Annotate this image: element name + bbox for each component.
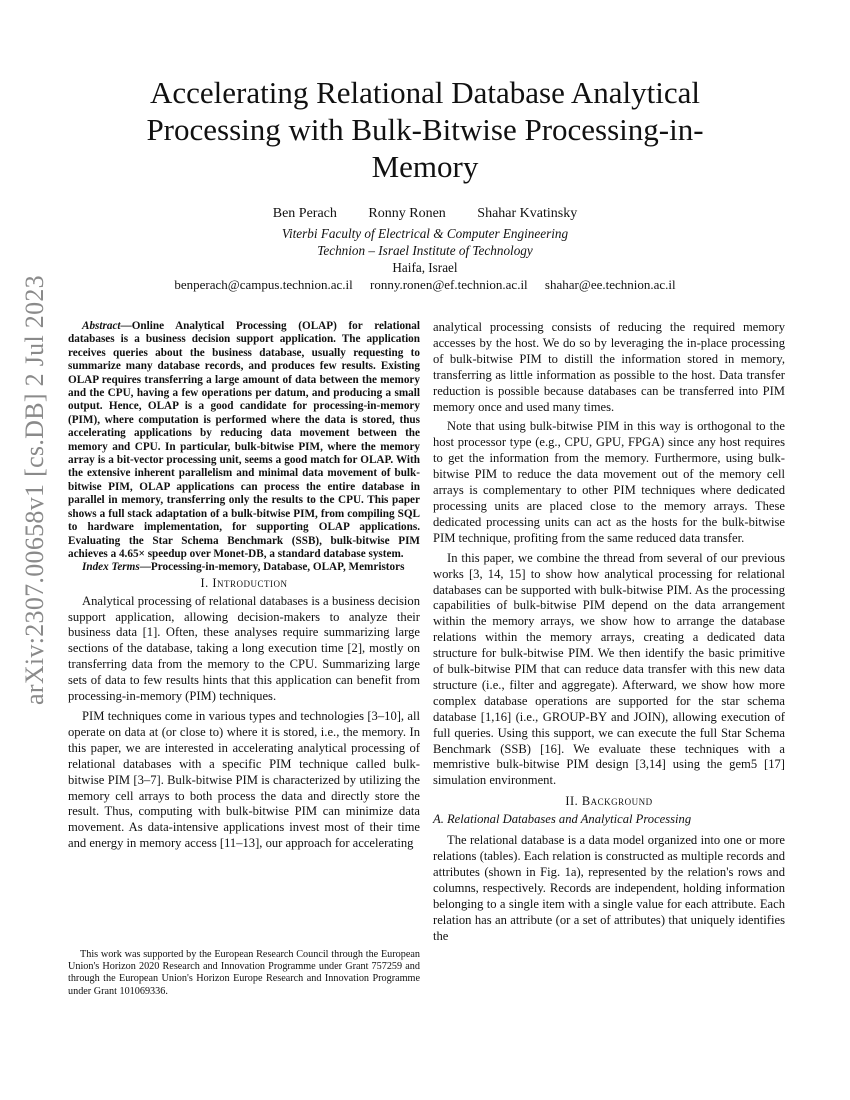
paragraph: PIM techniques come in various types and technologies [3–10], all operate on data at (or close to) where it is stored, i.e., the memory. In this paper, we are interested in accelerating analytical processing of relational databases with a specific PIM technique called bulk-bitwise PIM [3–7]. Bulk-bitwise PIM is characterized by utilizing the memory cell arrays to both process the data and directly store the result. Thus, computing with bulk-bitwise PIM can minimize data movement. As data-intensive applications invest most of their time and energy in memory access [11–13], our approach for accelerating xyxy=(68,708,420,851)
section-heading: II. Background xyxy=(565,794,653,809)
email-list xyxy=(100,277,750,293)
paragraph: Analytical processing of relational databases is a business decision support application, allowing decision-makers to analyze their business data [1]. Often, these analyses require summarizing large sections of the database, taking a long execution time [2], mostly on transferring data from the memory to the CPU. Summarizing large sets of data to few results hints that this application can benefit from processing-in-memory (PIM) techniques. xyxy=(68,593,420,704)
author-email: ronny.ronen@ef.technion.ac.il xyxy=(369,277,528,292)
abstract-text: —Online Analytical Processing (OLAP) for relational databases is a business decision support application. The application receives queries about the business database, usually requesting to summarize many database records, and produces few results. Existing OLAP requires transferring a large amount of data between the memory and the CPU, having a few operations per datum, and producing a small output. Hence, OLAP is a good candidate for processing-in-memory (PIM), where computation is performed where the data is stored, thus accelerating applications by reducing data movement between the memory and CPU. In particular, bulk-bitwise PIM, where the memory array is a bit-vector processing unit, seems a good match for OLAP. With the extensive inherent parallelism and minimal data movement of bulk-bitwise PIM, OLAP applications can process the entire database in parallel in memory, transferring only the results to the CPU. This paper shows a full stack adaptation of a bulk-bitwise PIM, from compiling SQL to hardware implementation, for supporting OLAP applications. Evaluating the Star Schema Benchmark (SSB), bulk-bitwise PIM achieves a 4.65× speedup over Monet-DB, a standard database system. xyxy=(68,320,420,560)
index-terms-label: Index Terms xyxy=(82,561,140,574)
section-heading: I. Introduction xyxy=(200,575,288,590)
paragraph: The relational database is a data model organized into one or more relations (tables). Each relation is constructed as multiple records and attributes (shown in Fig. 1a), represented by the relation's rows and columns, respectively. Records are independent, holding information belonging to a single item with a single value for each attribute. Each relation has an attribute (or a set of attributes) that uniquely identifies the xyxy=(433,833,785,943)
author-email: shahar@ee.technion.ac.il xyxy=(544,277,676,292)
affiliation-location: Haifa, Israel xyxy=(392,260,458,275)
paragraph: analytical processing consists of reducing the required memory accesses by the host. We do so by leveraging the in-place processing of bulk-bitwise PIM to distill the information stored in memory, transferring as little information as possible to the host. Data transfer reduction is possible because databases can be transferred into PIM memory once and used many times. xyxy=(433,320,785,414)
index-terms xyxy=(68,561,420,574)
author-name: Shahar Kvatinsky xyxy=(477,206,578,221)
paper-title: Accelerating Relational Database Analytical Processing with Bulk-Bitwise Processing-in-Memory xyxy=(146,75,704,184)
abstract-label: Abstract xyxy=(82,320,121,332)
author-name: Ben Perach xyxy=(272,206,337,221)
paragraph: In this paper, we combine the thread from several of our previous works [3, 14, 15] to show how analytical processing for relational databases can be supported with bulk-bitwise PIM. As the processing capabilities of bulk-bitwise PIM depend on the data arrangement within the memory arrays, we show how to arrange the database relations within the memory arrays, creating a dedicated data structure for bulk-bitwise PIM. We then identify the basic primitive of bulk-bitwise PIM that can reduce data transfer with this new data structure (i.e., filter and aggregate). Afterward, we show how more complex database operations are supported for the star schema database [1,16] (i.e., GROUP-BY and JOIN), allowing execution of full queries. Using this support, we can execute the full Star Schema Benchmark (SSB) [16]. We evaluate these techniques with a memristive bulk-bitwise PIM design [3,14] using the gem5 [17] simulation environment. xyxy=(433,550,785,788)
arxiv-stamp-text: arXiv:2307.00658v1 [cs.DB] 2 Jul 2023 xyxy=(20,275,49,705)
paragraph: Note that using bulk-bitwise PIM in this way is orthogonal to the host processor type (e.g., CPU, GPU, FPGA) since any host requires to get the information from the memory. Furthermore, using bulk-bitwise PIM to reduce the data movement out of the memory cell arrays is complementary to other PIM techniques where dedicated processing units are placed close to the memory arrays. These dedicated processing units can act as the hosts for the bulk-bitwise PIM technique, profiting from the same reduced data transfer. xyxy=(433,419,785,545)
author-name: Ronny Ronen xyxy=(368,206,446,221)
affiliation-institute: Technion – Israel Institute of Technology xyxy=(317,243,533,258)
subsection-heading: A. Relational Databases and Analytical Processing xyxy=(433,812,692,827)
abstract xyxy=(68,320,420,561)
right-column xyxy=(433,320,785,944)
author-email: benperach@campus.technion.ac.il xyxy=(174,277,353,292)
arxiv-stamp xyxy=(12,275,58,705)
author-list xyxy=(100,206,750,222)
affiliation-faculty: Viterbi Faculty of Electrical & Computer Engineering xyxy=(281,226,569,241)
left-column xyxy=(68,320,420,852)
index-terms-text: —Processing-in-memory, Database, OLAP, Memristors xyxy=(139,561,405,574)
footnote: This work was supported by the European Research Council through the European Union's Horizon 2020 Research and Innovation Programme under Grant 757259 and through the European Union's Horizon Europe Research and Innovation Programme under Grant 101069336. xyxy=(68,949,420,997)
